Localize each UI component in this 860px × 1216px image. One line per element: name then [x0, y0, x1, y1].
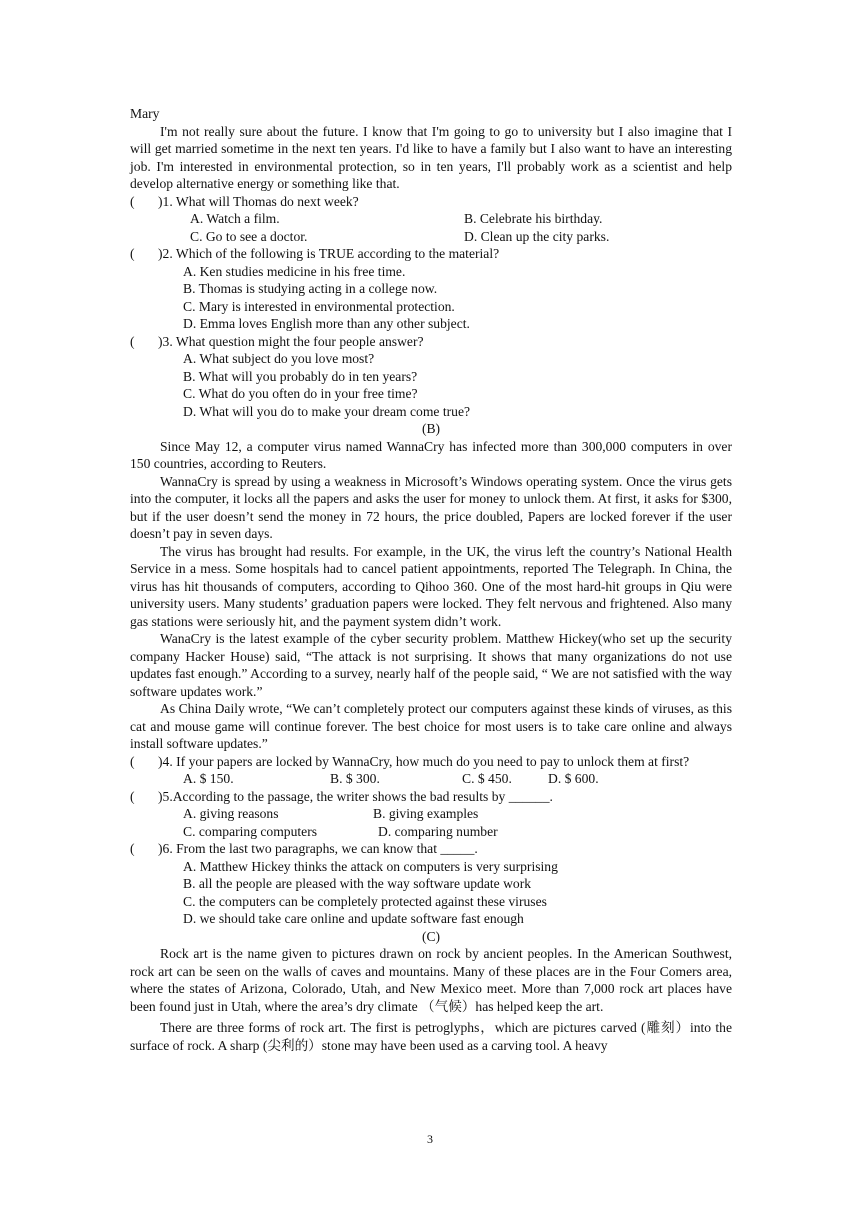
section-c-paragraph: There are three forms of rock art. The first is petroglyphs，which are pictures carved (雕刻）into the surface of rock. A sharp (尖利的）stone may have been used as a carving tool. A heavy — [130, 1020, 732, 1053]
option-d: D. Clean up the city parks. — [464, 228, 610, 244]
option-a: A. Watch a film. — [190, 211, 280, 226]
question-6 — [130, 840, 732, 858]
question-3 — [130, 333, 732, 351]
option-c: C. the computers can be completely protected against these viruses — [183, 893, 547, 909]
question-1-options-row-2 — [130, 228, 732, 246]
answer-blank: ( — [130, 193, 135, 209]
option-d: D. we should take care online and update software fast enough — [183, 911, 524, 926]
section-b-paragraph: The virus has brought had results. For example, in the UK, the virus left the country’s National Health Service in a mess. Some hospitals had to cancel patient appointments, reported The Telegraph. In China, the virus has hit thousands of computers, according to Qihoo 360. One of the most hard-hit groups in Qiu were university users. Many students’ graduation papers were locked. They felt nervous and frightened. Also many gas stations were seriously hit, and the payment system didn’t work. — [130, 543, 732, 629]
question-5-options-row-1 — [130, 805, 732, 823]
page-number: 3 — [427, 1132, 433, 1146]
option-b: B. all the people are pleased with the way software update work — [183, 876, 532, 891]
section-b-paragraph: Since May 12, a computer virus named WannaCry has infected more than 300,000 computers in over 150 countries, according to Reuters. — [130, 438, 732, 471]
question-3-options — [130, 350, 732, 420]
question-1-text: )1. What will Thomas do next week? — [158, 193, 359, 209]
option-b: B. Celebrate his birthday. — [464, 211, 603, 226]
mary-paragraph: I'm not really sure about the future. I know that I'm going to go to university but I also imagine that I will get married sometime in the next ten years. I'd like to have a family but I also want to have an interesting job. I'm interested in environmental protection, so in ten years, I'll probably work as a scientist and help develop alternative energy or something like that. — [130, 123, 732, 191]
speaker-name: Mary — [130, 106, 160, 121]
option-d: D. $ 600. — [548, 771, 599, 786]
section-c-heading: (C) — [421, 928, 441, 944]
question-4-text: )4. If your papers are locked by WannaCry, how much do you need to pay to unlock them at first? — [158, 753, 690, 769]
option-b: B. Thomas is studying acting in a college now. — [183, 281, 438, 296]
option-b: B. $ 300. — [330, 771, 380, 786]
question-6-text: )6. From the last two paragraphs, we can know that _____. — [158, 841, 478, 856]
question-1 — [130, 193, 732, 211]
page-content — [130, 105, 732, 1054]
option-c: C. $ 450. — [462, 771, 512, 786]
option-d: D. Emma loves English more than any other subject. — [183, 316, 470, 331]
answer-blank: ( — [130, 841, 135, 856]
option-a: A. Matthew Hickey thinks the attack on computers is very surprising — [183, 858, 558, 874]
option-a: A. giving reasons — [183, 806, 279, 821]
section-b-heading: (B) — [421, 421, 441, 436]
question-4 — [130, 753, 732, 771]
answer-blank: ( — [130, 753, 135, 769]
option-c: C. What do you often do in your free time? — [183, 386, 418, 401]
option-d: D. What will you do to make your dream come true? — [183, 403, 471, 419]
option-c: C. comparing computers — [183, 823, 318, 839]
question-2-options — [130, 263, 732, 333]
option-c: C. Mary is interested in environmental protection. — [183, 298, 455, 314]
option-b: B. What will you probably do in ten years? — [183, 368, 418, 384]
question-5 — [130, 788, 732, 806]
option-a: A. $ 150. — [183, 771, 234, 786]
answer-blank: ( — [130, 333, 135, 349]
option-a: A. Ken studies medicine in his free time. — [183, 263, 406, 279]
question-3-text: )3. What question might the four people answer? — [158, 333, 424, 349]
answer-blank: ( — [130, 246, 135, 261]
section-c-paragraph: Rock art is the name given to pictures drawn on rock by ancient peoples. In the American Southwest, rock art can be seen on the walls of caves and mountains. Many of these places are in the Four Comers area, where the states of Arizona, Colorado, Utah, and New Mexico meet. More than 7,000 rock art places have been found just in Utah, where the area’s dry climate （气候）has helped keep the art. — [130, 946, 732, 1014]
option-b: B. giving examples — [373, 806, 479, 821]
section-b-paragraph: As China Daily wrote, “We can’t completely protect our computers against these kinds of viruses, as this cat and mouse game will continue forever. The best choice for most users is to take care online and always install software updates.” — [130, 701, 732, 751]
question-2 — [130, 245, 732, 263]
option-a: A. What subject do you love most? — [183, 351, 375, 366]
question-5-options-row-2 — [130, 823, 732, 841]
section-b-paragraph: WanaCry is the latest example of the cyber security problem. Matthew Hickey(who set up the security company Hacker House) said, “The attack is not surprising. It shows that many organizations do not use updates fast enough.” According to a survey, nearly half of the people said, “ We are not satisfied with the way software updates work.” — [130, 631, 732, 699]
answer-blank: ( — [130, 788, 135, 804]
option-c: C. Go to see a doctor. — [190, 228, 308, 244]
question-5-text: )5.According to the passage, the writer shows the bad results by ______. — [158, 788, 553, 804]
option-d: D. comparing number — [378, 823, 498, 839]
question-4-options — [130, 770, 732, 788]
section-b-paragraph: WannaCry is spread by using a weakness in Microsoft’s Windows operating system. Once the virus gets into the computer, it locks all the papers and asks the user for money to unlock them. At first, it asks for $300, but if the user doesn’t send the money in 72 hours, the price doubled, Papers are locked forever if the user doesn’t pay in seven days. — [130, 473, 732, 541]
question-1-options-row-1 — [130, 210, 732, 228]
question-6-options — [130, 858, 732, 928]
question-2-text: )2. Which of the following is TRUE according to the material? — [158, 246, 500, 261]
